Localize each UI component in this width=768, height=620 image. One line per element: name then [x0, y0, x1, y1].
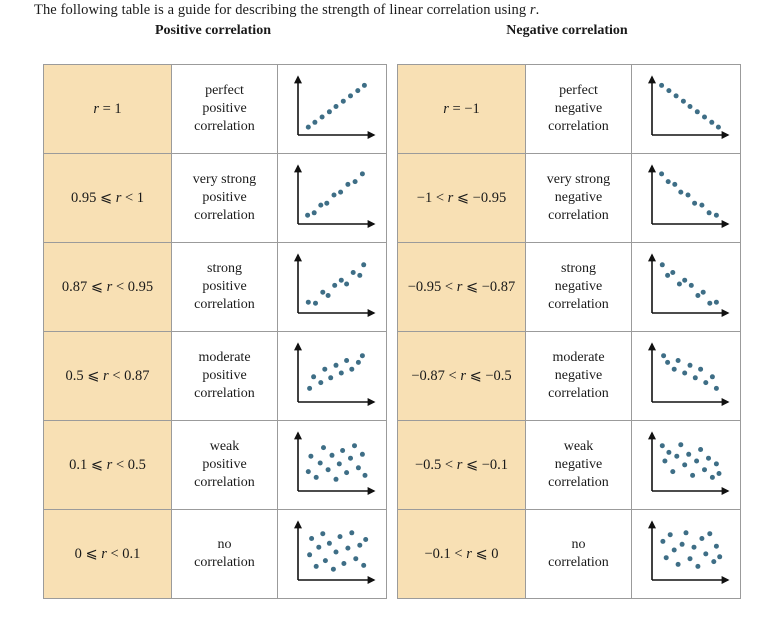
- data-point: [659, 171, 664, 176]
- data-point: [362, 83, 367, 88]
- range-variable-r: r: [106, 456, 113, 473]
- description-line: correlation: [548, 385, 609, 401]
- scatter-strong-negative: [638, 249, 734, 325]
- scatter-weak-negative: [638, 427, 734, 503]
- data-point: [313, 301, 318, 306]
- description-line: correlation: [194, 555, 255, 570]
- table-row: [44, 65, 387, 154]
- data-point: [702, 115, 707, 120]
- data-point: [352, 443, 357, 448]
- intro-text-before: The following table is a guide for describing the strength of linear correlation using: [34, 2, 530, 18]
- data-point: [710, 475, 715, 480]
- data-point: [714, 544, 719, 549]
- data-point: [360, 353, 365, 358]
- data-point: [327, 541, 332, 546]
- data-point: [326, 467, 331, 472]
- data-point: [340, 448, 345, 453]
- data-point: [341, 561, 346, 566]
- data-point: [360, 171, 365, 176]
- data-point: [682, 278, 687, 283]
- data-point: [308, 454, 313, 459]
- data-point: [686, 452, 691, 457]
- data-point: [709, 120, 714, 125]
- data-point: [306, 469, 311, 474]
- range-variable-r: r: [456, 278, 463, 295]
- data-point: [711, 559, 716, 564]
- table-headings: [0, 23, 768, 43]
- table-row: [398, 332, 741, 421]
- data-point: [692, 545, 697, 550]
- description-line: correlation: [548, 207, 609, 223]
- table-row: [398, 421, 741, 510]
- data-point: [668, 532, 673, 537]
- table-row: [398, 243, 741, 332]
- data-point: [331, 567, 336, 572]
- positive-description-cell: [172, 421, 278, 510]
- data-point: [326, 293, 331, 298]
- negative-description-cell: [526, 510, 632, 599]
- table-row: [44, 510, 387, 599]
- description-line: strong: [207, 261, 242, 277]
- description-line: weak: [209, 439, 240, 455]
- data-point: [306, 125, 311, 130]
- description-line: very strong: [546, 172, 611, 188]
- data-point: [659, 83, 664, 88]
- positive-range-cell: 0.87 ⩽ r < 0.95: [44, 243, 172, 332]
- scatter-very-strong-positive: [284, 160, 380, 236]
- data-point: [348, 93, 353, 98]
- positive-range-cell: r = 1: [44, 65, 172, 154]
- data-point: [361, 563, 366, 568]
- positive-range-cell: 0.5 ⩽ r < 0.87: [44, 332, 172, 421]
- description-line: negative: [554, 279, 603, 295]
- description-line: strong: [561, 261, 596, 277]
- data-point: [690, 473, 695, 478]
- description-line: negative: [554, 190, 603, 206]
- data-point: [714, 461, 719, 466]
- range-variable-r: r: [106, 278, 113, 295]
- table-row: [44, 332, 387, 421]
- data-point: [676, 358, 681, 363]
- data-point: [681, 99, 686, 104]
- data-point: [695, 109, 700, 114]
- data-point: [330, 453, 335, 458]
- data-point: [334, 104, 339, 109]
- range-variable-r: r: [103, 367, 109, 384]
- positive-description-cell: [172, 154, 278, 243]
- data-point: [305, 213, 310, 218]
- data-point: [666, 88, 671, 93]
- heading-negative-correlation: Negative correlation: [506, 23, 628, 38]
- scatter-moderate-positive: [284, 338, 380, 414]
- positive-scatter-cell: [278, 332, 387, 421]
- negative-description-cell: [526, 332, 632, 421]
- data-point: [698, 447, 703, 452]
- negative-range-cell: −0.87 < r ⩽ −0.5: [398, 332, 526, 421]
- negative-scatter-cell: [632, 332, 741, 421]
- data-point: [320, 290, 325, 295]
- data-point: [309, 536, 314, 541]
- description-line: no: [571, 537, 586, 553]
- description-line: correlation: [194, 385, 255, 401]
- scatter-weak-positive: [284, 427, 380, 503]
- data-point: [361, 262, 366, 267]
- range-variable-r: r: [93, 100, 99, 117]
- description-line: correlation: [194, 474, 255, 490]
- range-variable-r: r: [456, 456, 463, 473]
- table-row: [398, 510, 741, 599]
- data-point: [682, 371, 687, 376]
- data-point: [706, 456, 711, 461]
- data-point: [660, 539, 665, 544]
- data-point: [357, 543, 362, 548]
- description-line: positive: [202, 190, 247, 206]
- data-point: [662, 459, 667, 464]
- description-line: weak: [563, 439, 594, 455]
- data-point: [356, 360, 361, 365]
- positive-scatter-cell: [278, 421, 387, 510]
- data-point: [688, 556, 693, 561]
- data-point: [341, 99, 346, 104]
- data-point: [695, 564, 700, 569]
- data-point: [344, 358, 349, 363]
- data-point: [349, 530, 354, 535]
- data-point: [355, 88, 360, 93]
- description-line: moderate: [198, 350, 251, 366]
- data-point: [334, 477, 339, 482]
- data-point: [707, 301, 712, 306]
- data-point: [356, 465, 361, 470]
- data-point: [666, 179, 671, 184]
- page-intro-text: [34, 2, 539, 19]
- negative-range-cell: −0.5 < r ⩽ −0.1: [398, 421, 526, 510]
- data-point: [714, 300, 719, 305]
- data-point: [324, 201, 329, 206]
- data-point: [707, 531, 712, 536]
- scatter-strong-positive: [284, 249, 380, 325]
- data-point: [716, 125, 721, 130]
- negative-description-cell: [526, 65, 632, 154]
- table-row: [44, 154, 387, 243]
- description-line: negative: [554, 101, 603, 117]
- positive-scatter-cell: [278, 243, 387, 332]
- description-line: correlation: [194, 296, 255, 312]
- negative-range-cell: r = −1: [398, 65, 526, 154]
- data-point: [318, 461, 323, 466]
- data-point: [702, 467, 707, 472]
- data-point: [674, 454, 679, 459]
- negative-range-cell: −0.1 < r ⩽ 0: [398, 510, 526, 599]
- data-point: [351, 270, 356, 275]
- data-point: [665, 273, 670, 278]
- positive-scatter-cell: [278, 65, 387, 154]
- intro-text-after: .: [535, 2, 540, 18]
- data-point: [694, 459, 699, 464]
- data-point: [332, 283, 337, 288]
- range-variable-r: r: [443, 100, 449, 117]
- negative-range-cell: −0.95 < r ⩽ −0.87: [398, 243, 526, 332]
- data-point: [701, 290, 706, 295]
- description-line: positive: [202, 368, 247, 384]
- negative-scatter-cell: [632, 65, 741, 154]
- data-point: [714, 386, 719, 391]
- data-point: [672, 548, 677, 553]
- data-point: [699, 536, 704, 541]
- positive-range-cell: 0 ⩽ r < 0.1: [44, 510, 172, 599]
- scatter-perfect-positive: [284, 71, 380, 147]
- negative-scatter-cell: [632, 510, 741, 599]
- negative-table-body: [398, 65, 741, 599]
- description-line: positive: [202, 279, 247, 295]
- data-point: [338, 190, 343, 195]
- description-line: correlation: [548, 555, 609, 570]
- data-point: [318, 203, 323, 208]
- description-line: correlation: [548, 474, 609, 490]
- data-point: [689, 283, 694, 288]
- data-point: [670, 270, 675, 275]
- description-line: correlation: [548, 118, 609, 134]
- data-point: [334, 550, 339, 555]
- data-point: [678, 442, 683, 447]
- scatter-perfect-negative: [638, 71, 734, 147]
- data-point: [660, 443, 665, 448]
- data-point: [338, 534, 343, 539]
- data-point: [717, 554, 722, 559]
- data-point: [684, 530, 689, 535]
- data-point: [666, 450, 671, 455]
- data-point: [677, 282, 682, 287]
- description-line: positive: [202, 101, 247, 117]
- negative-range-cell: −1 < r ⩽ −0.95: [398, 154, 526, 243]
- data-point: [672, 182, 677, 187]
- data-point: [363, 537, 368, 542]
- data-point: [686, 193, 691, 198]
- data-point: [323, 558, 328, 563]
- positive-scatter-cell: [278, 154, 387, 243]
- data-point: [693, 375, 698, 380]
- description-line: negative: [554, 368, 603, 384]
- data-point: [321, 445, 326, 450]
- data-point: [314, 475, 319, 480]
- data-point: [665, 360, 670, 365]
- table-row: [398, 65, 741, 154]
- negative-description-cell: [526, 243, 632, 332]
- intro-variable-r: r: [529, 2, 536, 18]
- table-row: [44, 243, 387, 332]
- data-point: [703, 380, 708, 385]
- positive-description-cell: [172, 65, 278, 154]
- description-line: correlation: [194, 118, 255, 134]
- data-point: [707, 210, 712, 215]
- data-point: [661, 353, 666, 358]
- positive-table-body: [44, 65, 387, 599]
- data-point: [339, 278, 344, 283]
- data-point: [314, 564, 319, 569]
- description-line: correlation: [548, 296, 609, 312]
- data-point: [692, 201, 697, 206]
- data-point: [688, 363, 693, 368]
- data-point: [318, 380, 323, 385]
- data-point: [710, 374, 715, 379]
- scatter-no-correlation-b: [638, 516, 734, 592]
- data-point: [688, 104, 693, 109]
- scatter-very-strong-negative: [638, 160, 734, 236]
- data-point: [339, 371, 344, 376]
- description-line: positive: [202, 457, 247, 473]
- range-variable-r: r: [115, 189, 122, 206]
- positive-description-cell: [172, 243, 278, 332]
- data-point: [344, 470, 349, 475]
- description-line: perfect: [205, 83, 244, 99]
- description-line: correlation: [194, 207, 255, 223]
- data-point: [312, 210, 317, 215]
- data-point: [334, 363, 339, 368]
- positive-range-cell: 0.1 ⩽ r < 0.5: [44, 421, 172, 510]
- data-point: [322, 367, 327, 372]
- data-point: [672, 367, 677, 372]
- data-point: [312, 120, 317, 125]
- data-point: [345, 182, 350, 187]
- data-point: [363, 473, 368, 478]
- data-point: [698, 367, 703, 372]
- description-line: perfect: [559, 83, 598, 99]
- data-point: [680, 542, 685, 547]
- data-point: [306, 300, 311, 305]
- data-point: [307, 386, 312, 391]
- data-point: [676, 562, 681, 567]
- positive-description-cell: [172, 332, 278, 421]
- data-point: [714, 213, 719, 218]
- range-variable-r: r: [466, 545, 472, 562]
- data-point: [357, 273, 362, 278]
- positive-description-cell: [172, 510, 278, 599]
- data-point: [337, 461, 342, 466]
- data-point: [717, 471, 722, 476]
- positive-correlation-table: [43, 64, 387, 599]
- range-variable-r: r: [447, 189, 454, 206]
- negative-scatter-cell: [632, 421, 741, 510]
- data-point: [703, 551, 708, 556]
- data-point: [660, 262, 665, 267]
- range-variable-r: r: [101, 545, 107, 562]
- table-row: [398, 154, 741, 243]
- data-point: [307, 552, 312, 557]
- negative-scatter-cell: [632, 154, 741, 243]
- description-line: very strong: [192, 172, 257, 188]
- data-point: [674, 93, 679, 98]
- negative-correlation-table: [397, 64, 741, 599]
- data-point: [327, 109, 332, 114]
- data-point: [678, 190, 683, 195]
- positive-range-cell: 0.95 ⩽ r < 1: [44, 154, 172, 243]
- data-point: [348, 456, 353, 461]
- scatter-no-correlation-a: [284, 516, 380, 592]
- data-point: [695, 293, 700, 298]
- data-point: [344, 282, 349, 287]
- data-point: [311, 374, 316, 379]
- data-point: [345, 546, 350, 551]
- data-point: [353, 556, 358, 561]
- table-row: [44, 421, 387, 510]
- data-point: [353, 179, 358, 184]
- data-point: [699, 203, 704, 208]
- data-point: [320, 531, 325, 536]
- scatter-moderate-negative: [638, 338, 734, 414]
- negative-scatter-cell: [632, 243, 741, 332]
- data-point: [349, 367, 354, 372]
- data-point: [332, 193, 337, 198]
- data-point: [360, 452, 365, 457]
- data-point: [664, 555, 669, 560]
- negative-description-cell: [526, 154, 632, 243]
- negative-description-cell: [526, 421, 632, 510]
- description-line: no: [217, 537, 232, 553]
- positive-scatter-cell: [278, 510, 387, 599]
- data-point: [682, 462, 687, 467]
- heading-positive-correlation: Positive correlation: [155, 23, 271, 38]
- description-line: negative: [554, 457, 603, 473]
- data-point: [670, 469, 675, 474]
- description-line: moderate: [552, 350, 605, 366]
- range-variable-r: r: [460, 367, 466, 384]
- data-point: [320, 115, 325, 120]
- data-point: [316, 545, 321, 550]
- data-point: [328, 375, 333, 380]
